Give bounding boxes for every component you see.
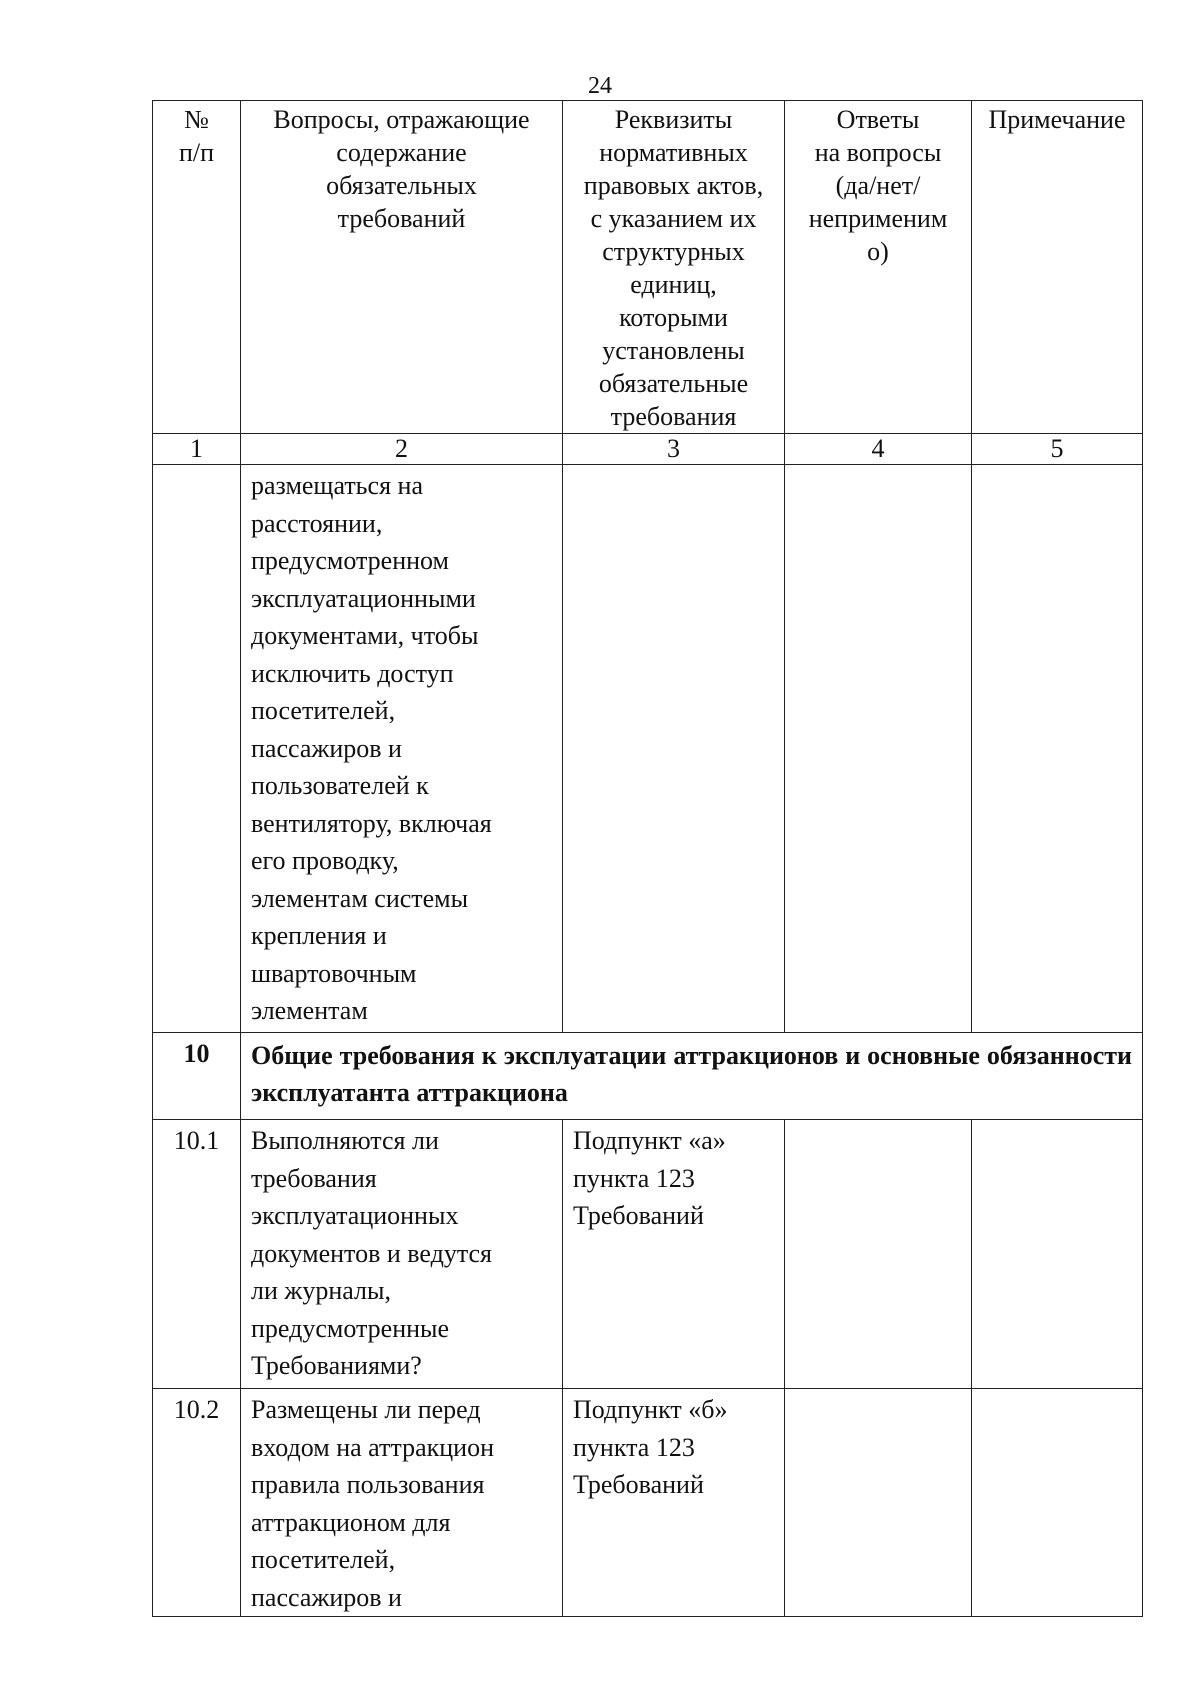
reference-cell: [563, 465, 785, 1033]
note-cell: [972, 1120, 1143, 1389]
header-references: Реквизиты нормативных правовых актов, с указанием их структурных единиц, которыми установлены обязательные требования: [563, 101, 785, 434]
header-questions: Вопросы, отражающие содержание обязательных требований: [241, 101, 563, 434]
header-row: [153, 101, 1143, 434]
page-number: 24: [588, 73, 612, 99]
note-cell: [972, 465, 1143, 1033]
column-number-row: [153, 434, 1143, 465]
header-number: № п/п: [153, 101, 241, 434]
question-cell: Выполняются ли требования эксплуатационных документов и ведутся ли журналы, предусмотренные Требованиями?: [241, 1120, 563, 1389]
question-cell: Размещены ли перед входом на аттракцион правила пользования аттракционом для посетителей, пассажиров и: [241, 1389, 563, 1617]
question-cell: размещаться на расстоянии, предусмотренном эксплуатационными документами, чтобы исключить доступ посетителей, пассажиров и пользователей к вентилятору, включая его проводку, элементам системы крепления и швартовочным элементам: [241, 465, 563, 1033]
header-answers: Ответы на вопросы (да/нет/ неприменим о): [785, 101, 972, 434]
note-cell: [972, 1389, 1143, 1617]
answer-cell: [785, 1120, 972, 1389]
column-number: 3: [563, 434, 785, 465]
answer-cell: [785, 1389, 972, 1617]
section-title: Общие требования к эксплуатации аттракционов и основные обязанности эксплуатанта аттракциона: [241, 1033, 1143, 1120]
column-number: 1: [153, 434, 241, 465]
answer-cell: [785, 465, 972, 1033]
table-row: [153, 1120, 1143, 1389]
table-row: [153, 1389, 1143, 1617]
row-number-cell: 10.2: [153, 1389, 241, 1617]
row-number-cell: [153, 465, 241, 1033]
section-row: [153, 1033, 1143, 1120]
reference-cell: Подпункт «а» пункта 123 Требований: [563, 1120, 785, 1389]
header-note: Примечание: [972, 101, 1143, 434]
checklist-table: [152, 100, 1143, 1617]
row-number-cell: 10.1: [153, 1120, 241, 1389]
section-number: 10: [153, 1033, 241, 1120]
column-number: 4: [785, 434, 972, 465]
column-number: 5: [972, 434, 1143, 465]
table-row-continuation: [153, 465, 1143, 1033]
column-number: 2: [241, 434, 563, 465]
reference-cell: Подпункт «б» пункта 123 Требований: [563, 1389, 785, 1617]
